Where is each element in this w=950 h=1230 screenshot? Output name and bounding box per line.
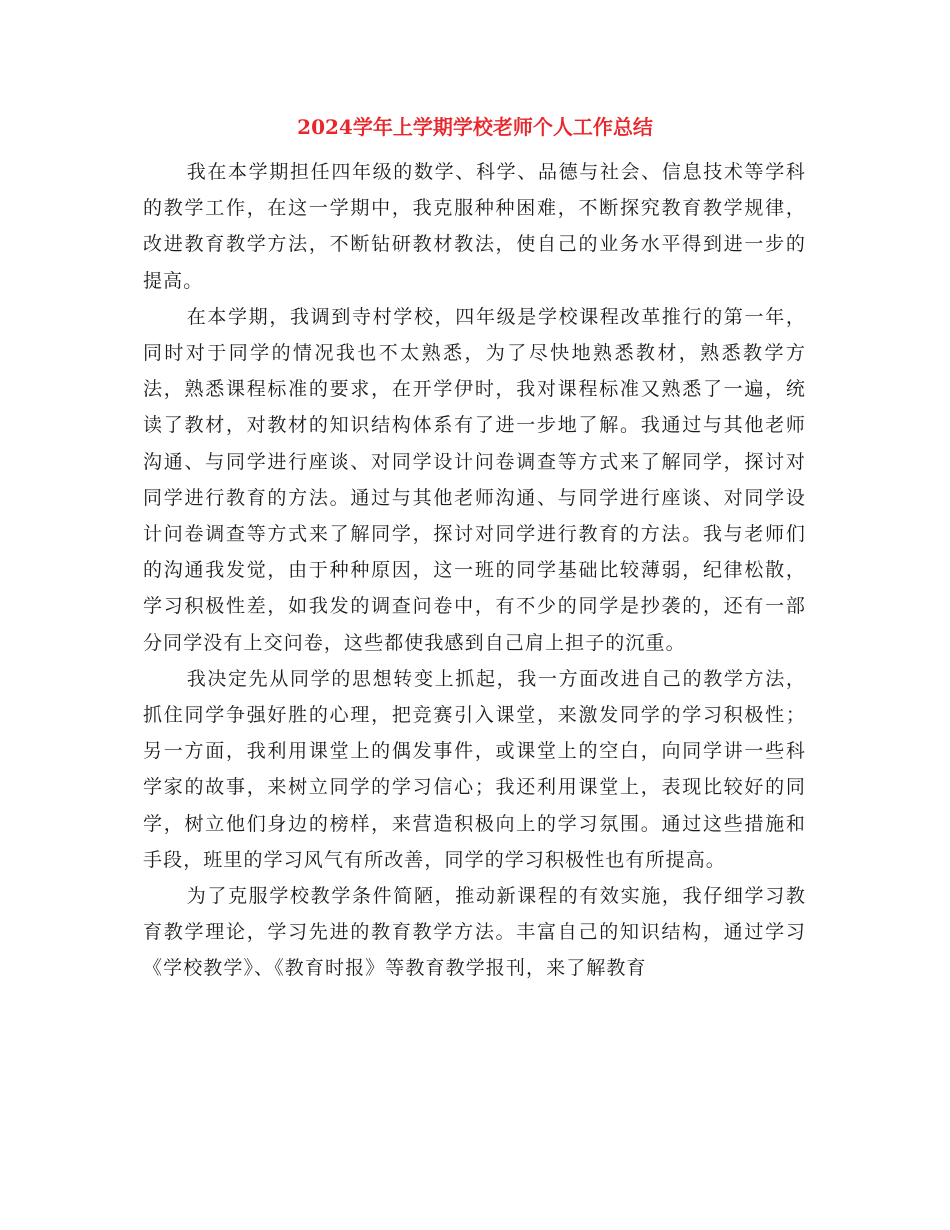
document-body — [143, 154, 806, 987]
paragraph: 我决定先从同学的思想转变上抓起，我一方面改进自己的教学方法，抓住同学争强好胜的心理，把竞赛引入课堂，来激发同学的学习积极性；另一方面，我利用课堂上的偶发事件，或课堂上的空白，向同学讲一些科学家的故事，来树立同学的学习信心；我还利用课堂上，表现比较好的同学，树立他们身边的榜样，来营造积极向上的学习氛围。通过这些措施和手段，班里的学习风气有所改善，同学的学习积极性也有所提高。 — [143, 667, 806, 871]
paragraph: 为了克服学校教学条件简陋，推动新课程的有效实施，我仔细学习教育教学理论，学习先进的教育教学方法。丰富自己的知识结构，通过学习《学校教学》、《教育时报》等教育教学报刊，来了解教育 — [143, 885, 806, 980]
paragraph: 我在本学期担任四年级的数学、科学、品德与社会、信息技术等学科的教学工作，在这一学期中，我克服种种困难，不断探究教育教学规律，改进教育教学方法，不断钻研教材教法，使自己的业务水平得到进一步的提高。 — [143, 161, 806, 292]
paragraph: 在本学期，我调到寺村学校，四年级是学校课程改革推行的第一年，同时对于同学的情况我也不太熟悉，为了尽快地熟悉教材，熟悉教学方法，熟悉课程标准的要求，在开学伊时，我对课程标准又熟悉了一遍，统读了教材，对教材的知识结构体系有了进一步地了解。我通过与其他老师沟通、与同学进行座谈、对同学设计问卷调查等方式来了解同学，探讨对同学进行教育的方法。通过与其他老师沟通、与同学进行座谈、对同学设计问卷调查等方式来了解同学，探讨对同学进行教育的方法。我与老师们的沟通我发觉，由于种种原因，这一班的同学基础比较薄弱，纪律松散，学习积极性差，如我发的调查问卷中，有不少的同学是抄袭的，还有一部分同学没有上交问卷，这些都使我感到自己肩上担子的沉重。 — [143, 305, 806, 654]
document-title: 2024学年上学期学校老师个人工作总结 — [297, 115, 653, 139]
